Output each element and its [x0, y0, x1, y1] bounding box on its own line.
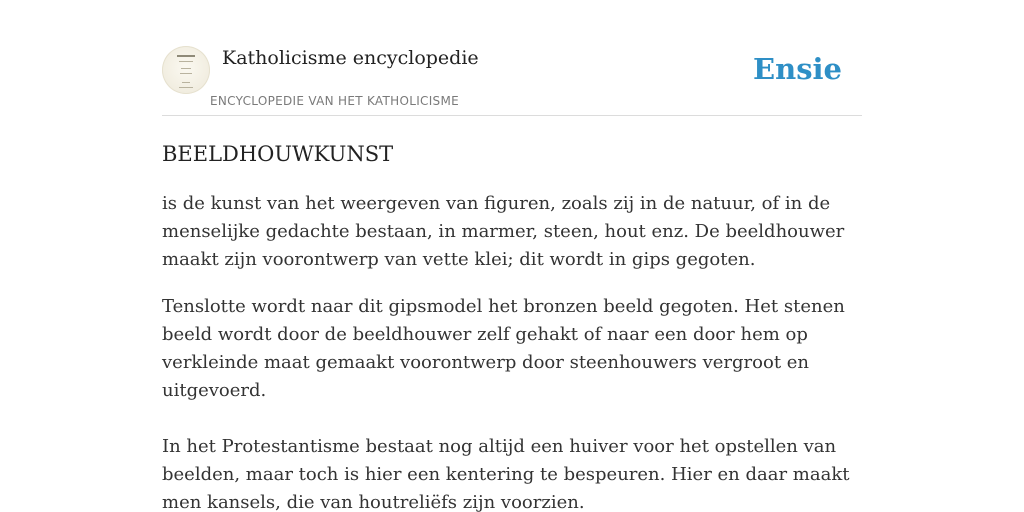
article-paragraph: In het Protestantisme bestaat nog altijd een huiver voor het opstellen van beelden, maar toch is hier een kentering te bespeuren. Hier en daar maakt men kansels, die van houtreliëfs zijn voorzien. — [162, 436, 850, 512]
site-header — [162, 40, 862, 116]
article-title: BEELDHOUWKUNST — [162, 142, 394, 166]
book-cover-line — [180, 73, 192, 74]
ensie-logo-link[interactable]: Ensie — [753, 52, 842, 86]
book-cover-line — [181, 68, 191, 69]
book-cover-line — [179, 61, 193, 62]
article-paragraph: is de kunst van het weergeven van figuren, zoals zij in de natuur, of in de menselijke gedachte bestaan, in marmer, steen, hout enz. De beeldhouwer maakt zijn voorontwerp van vette klei; dit wordt in gips gegoten. — [162, 193, 845, 270]
book-cover-thumbnail[interactable] — [162, 46, 210, 94]
book-cover-line — [177, 55, 195, 57]
book-cover-line — [179, 87, 193, 88]
book-cover-line — [182, 82, 190, 83]
article-paragraph: Tenslotte wordt naar dit gipsmodel het bronzen beeld gegoten. Het stenen beeld wordt door de beeldhouwer zelf gehakt of naar een door hem op verkleinde maat gemaakt voorontwerp door steenhouwers vergroot en uitgevoerd. — [162, 296, 845, 401]
encyclopedia-subtitle: ENCYCLOPEDIE VAN HET KATHOLICISME — [210, 94, 459, 108]
encyclopedia-title-link[interactable]: Katholicisme encyclopedie — [222, 47, 479, 69]
article — [162, 138, 862, 512]
